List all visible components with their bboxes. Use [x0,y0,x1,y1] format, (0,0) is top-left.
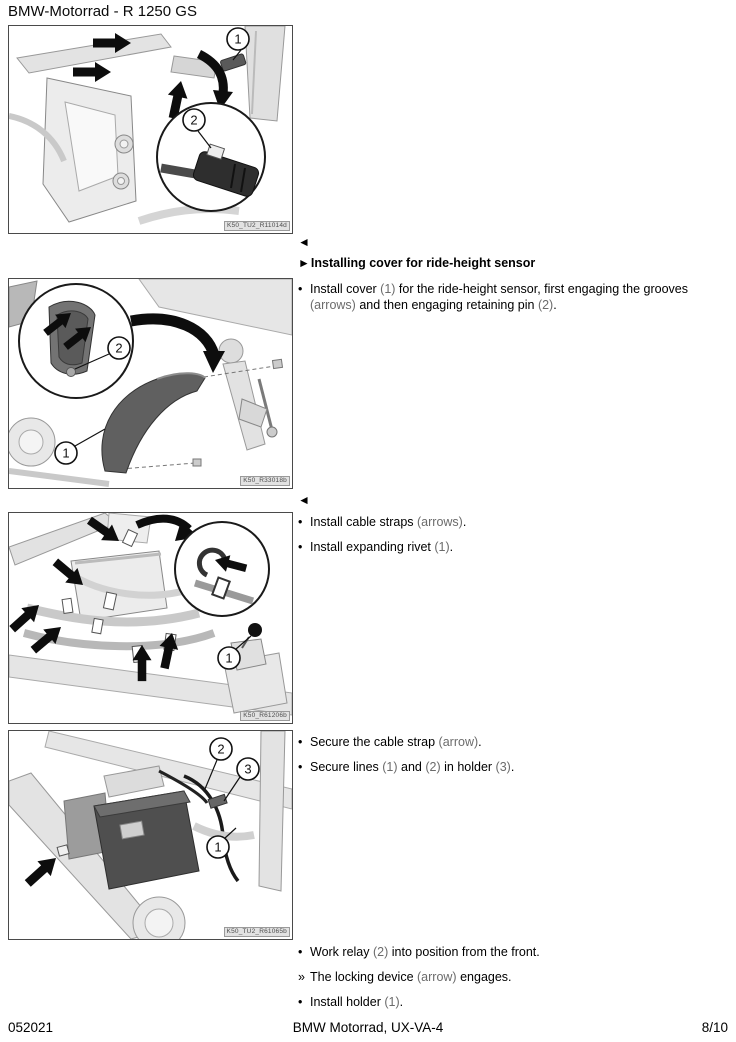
figure-id-label: K50_TU2_R61065b [224,927,290,937]
footer-page-number: 8/10 [701,1020,728,1035]
instruction-block-1 [298,236,722,322]
figure-cable-straps [8,512,293,724]
back-marker: ◄ [298,493,310,507]
figure-id-label: K50_TU2_R11014d [224,221,290,231]
callout-1 [55,429,105,464]
bullet-marker: • [298,540,303,554]
instruction-text: Work relay (2) into position from the front. [310,945,540,959]
groove-arrow-left [73,62,111,82]
instruction-block-4 [298,944,722,1019]
strap-arrow-6 [155,631,181,670]
instruction-text: Install holder (1). [310,995,404,1009]
instruction-text: Secure the cable strap (arrow). [310,735,482,749]
expanding-rivet [248,623,262,637]
svg-text:2: 2 [217,741,225,757]
instruction-text: Secure lines (1) and (2) in holder (3). [310,760,515,774]
result-marker: » [298,970,305,984]
result-text: The locking device (arrow) engages. [310,970,512,984]
bullet-marker: • [298,282,303,296]
instruction-text: Install cover (1) for the ride-height sensor, first engaging the grooves (arrows) and then engaging retaining pin (2). [310,282,688,312]
figure-ride-height-cover [8,278,293,489]
svg-text:3: 3 [244,761,252,777]
instruction-block-2 [298,494,722,564]
figure-relay-holder [8,730,293,940]
instruction-text: Install expanding rivet (1). [310,540,454,554]
svg-text:1: 1 [234,31,242,47]
svg-text:1: 1 [62,445,70,461]
instruction-bullet [298,539,722,555]
figure-cover-connector [8,25,293,234]
bullet-marker: • [298,760,303,774]
bullet-marker: • [298,515,303,529]
footer-document: BMW Motorrad, UX-VA-4 [292,1020,444,1035]
bullet-marker: • [298,945,303,959]
zoom-sweep-arrow [131,319,225,373]
svg-text:2: 2 [190,112,198,128]
bullet-marker: • [298,735,303,749]
instruction-bullet [298,994,722,1010]
instruction-bullet [298,759,722,775]
instruction-text: Install cable straps (arrows). [310,515,467,529]
bullet-marker: • [298,995,303,1009]
instruction-bullet [298,734,722,750]
svg-text:1: 1 [225,650,233,666]
section-heading-text: Installing cover for ride-height sensor [310,256,536,270]
svg-text:1: 1 [214,839,222,855]
figure-id-label: K50_R61206b [240,711,290,721]
instruction-bullet [298,281,722,313]
section-heading [298,256,722,270]
instruction-bullet [298,944,722,960]
instruction-block-3 [298,734,722,784]
result-line [298,969,722,985]
back-marker: ◄ [298,235,310,249]
magnifier-circle [157,103,265,211]
svg-text:2: 2 [115,340,123,356]
instruction-bullet [298,514,722,530]
forward-marker: ► [298,256,310,270]
footer-date: 052021 [8,1020,54,1035]
figure-id-label: K50_R33018b [240,476,290,486]
page-title: BMW-Motorrad - R 1250 GS [8,3,197,20]
magnifier-circle [175,522,269,616]
